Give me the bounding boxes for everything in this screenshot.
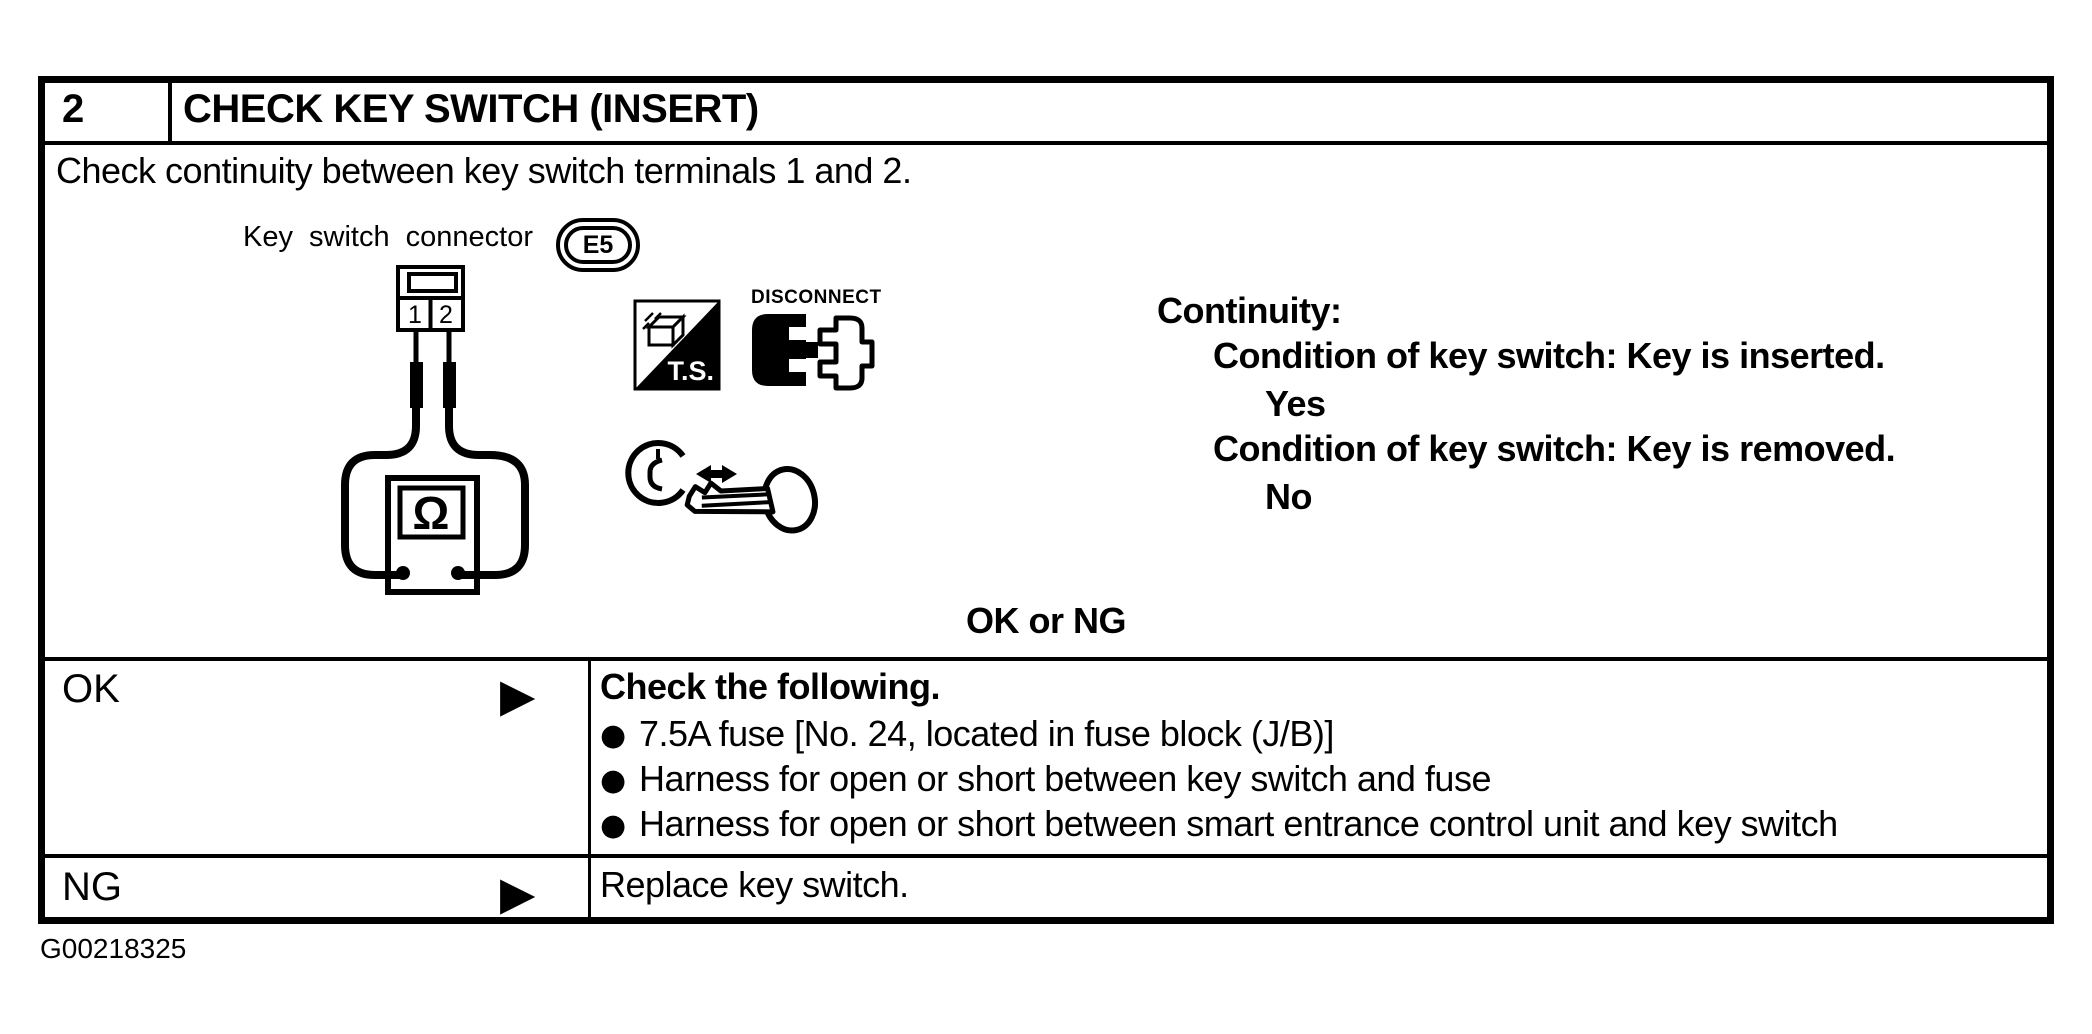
title-row-divider [38,141,2054,145]
spec-result-2: No [1265,476,1312,517]
spec-result-1: Yes [1265,383,1326,424]
bullet-icon: ● [600,763,627,798]
ok-row-divider [38,657,2054,661]
connector-tool-glyph [643,313,683,345]
figure-code: G00218325 [40,933,187,964]
terminal-1-label: 1 [408,301,422,329]
result-arrow-icon: ▶ [500,668,536,722]
ok-check-item-1: 7.5A fuse [No. 24, located in fuse block (J/B)] [639,713,1334,754]
socket-half-icon [820,318,872,388]
plug-half-icon [752,314,806,386]
probe-left [410,362,423,408]
connector-code: E5 [564,226,632,264]
plug-tab [806,342,818,358]
terminal-2-label: 2 [439,301,453,329]
spec-heading: Continuity: [1157,290,1342,331]
connector-label: Key switch connector [243,221,534,253]
ng-action-title: Replace key switch. [600,864,909,905]
ok-action-title: Check the following. [600,666,941,707]
bullet-icon: ● [600,808,627,843]
plug-slot-bottom [789,359,806,372]
meter-terminal-right [451,566,465,580]
result-column-divider [588,657,591,917]
ok-check-item-2: Harness for open or short between key switch and fuse [639,758,1491,799]
probe-right [443,362,456,408]
plug-slot-top [789,327,806,340]
spec-condition-2: Condition of key switch: Key is removed. [1213,428,1896,469]
result-arrow-icon: ▶ [500,866,536,920]
spec-condition-1: Condition of key switch: Key is inserted. [1213,335,1885,376]
ng-row-divider [38,854,2054,858]
ts-icon-label: T.S. [667,356,714,386]
lock-cylinder-icon [628,443,683,503]
ts-tool-icon [633,299,721,391]
key-switch-connector-diagram [330,258,540,608]
double-arrow-icon [696,465,737,483]
step-title: CHECK KEY SWITCH (INSERT) [183,87,759,131]
ohm-symbol: Ω [412,487,450,539]
instruction-text: Check continuity between key switch terminals 1 and 2. [56,150,912,191]
decision-text: OK or NG [965,600,1126,641]
meter-terminal-left [396,566,410,580]
step-number: 2 [62,87,84,131]
ok-check-item-3: Harness for open or short between smart entrance control unit and key switch [639,803,1838,844]
result-label-ng: NG [62,865,122,909]
step-number-cell-divider [168,76,172,145]
bullet-icon: ● [600,718,627,753]
disconnect-connectors-icon [748,308,876,396]
key-insert-remove-icon [612,430,827,550]
connector-code-badge [556,218,640,272]
disconnect-icon-label: DISCONNECT [751,287,882,308]
keyhole-slit [650,460,662,489]
result-label-ok: OK [62,667,120,711]
